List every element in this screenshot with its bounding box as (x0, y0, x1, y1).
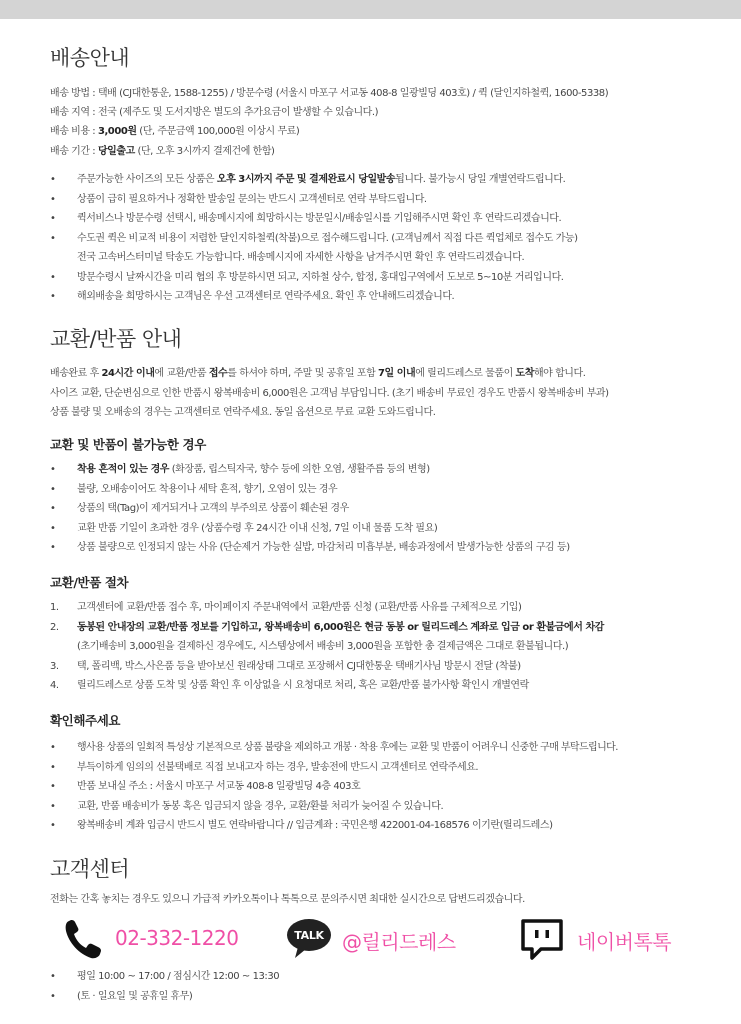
kakaotalk-badge: TALK (294, 929, 324, 942)
shipping-period: 배송 기간 : 당일출고 (단, 오후 3시까지 결제건에 한함) (50, 146, 275, 157)
impossible-title: 교환 및 반품이 불가능한 경우 (50, 437, 206, 452)
exchange-paragraph-2: 사이즈 교환, 단순변심으로 인한 반품시 왕복배송비 6,000원은 고객님 부담입니다. (초기 배송비 무료인 경우도 반품시 왕복배송비 부과) (50, 388, 609, 399)
confirm-title: 확인해주세요 (50, 713, 121, 728)
shipping-title: 배송안내 (50, 46, 130, 70)
naver-talk-contact[interactable] (520, 918, 680, 960)
exchange-title: 교환/반품 안내 (50, 327, 182, 351)
phone-contact[interactable] (63, 918, 243, 960)
exchange-paragraph-1: 배송완료 후 24시간 이내에 교환/반품 접수를 하셔야 하며, 주말 및 공휴일 포함 7일 이내에 릴리드레스로 물품이 도착해야 합니다. (50, 368, 586, 379)
naver-talk-icon (520, 918, 566, 960)
service-title: 고객센터 (50, 857, 130, 881)
naver-talk-label: 네이버톡톡 (577, 930, 672, 954)
shipping-cost: 배송 비용 : 3,000원 (단, 주문금액 100,000원 이상시 무료) (50, 126, 300, 137)
kakao-contact[interactable] (286, 918, 466, 960)
shipping-method: 배송 방법 : 택배 (CJ대한통운, 1588-1255) / 방문수령 (서울시 마포구 서교동 408-8 일광빌딩 403호) / 퀵 (달인지하철퀵, 1600-5338) (50, 88, 609, 99)
phone-number: 02-332-1220 (115, 926, 239, 950)
exchange-paragraph-3: 상품 불량 및 오배송의 경우는 고객센터로 연락주세요. 동일 옵션으로 무료 교환 도와드립니다. (50, 407, 436, 418)
kakaotalk-id: @릴리드레스 (342, 930, 456, 954)
top-bar (0, 0, 741, 19)
shipping-region: 배송 지역 : 전국 (제주도 및 도서지방은 별도의 추가요금이 발생할 수 있습니다.) (50, 107, 379, 118)
phone-icon (63, 918, 103, 960)
procedure-title: 교환/반품 절차 (50, 575, 129, 590)
service-description: 전화는 간혹 놓치는 경우도 있으니 가급적 카카오톡이나 톡톡으로 문의주시면 최대한 실시간으로 답변드리겠습니다. (50, 894, 525, 905)
